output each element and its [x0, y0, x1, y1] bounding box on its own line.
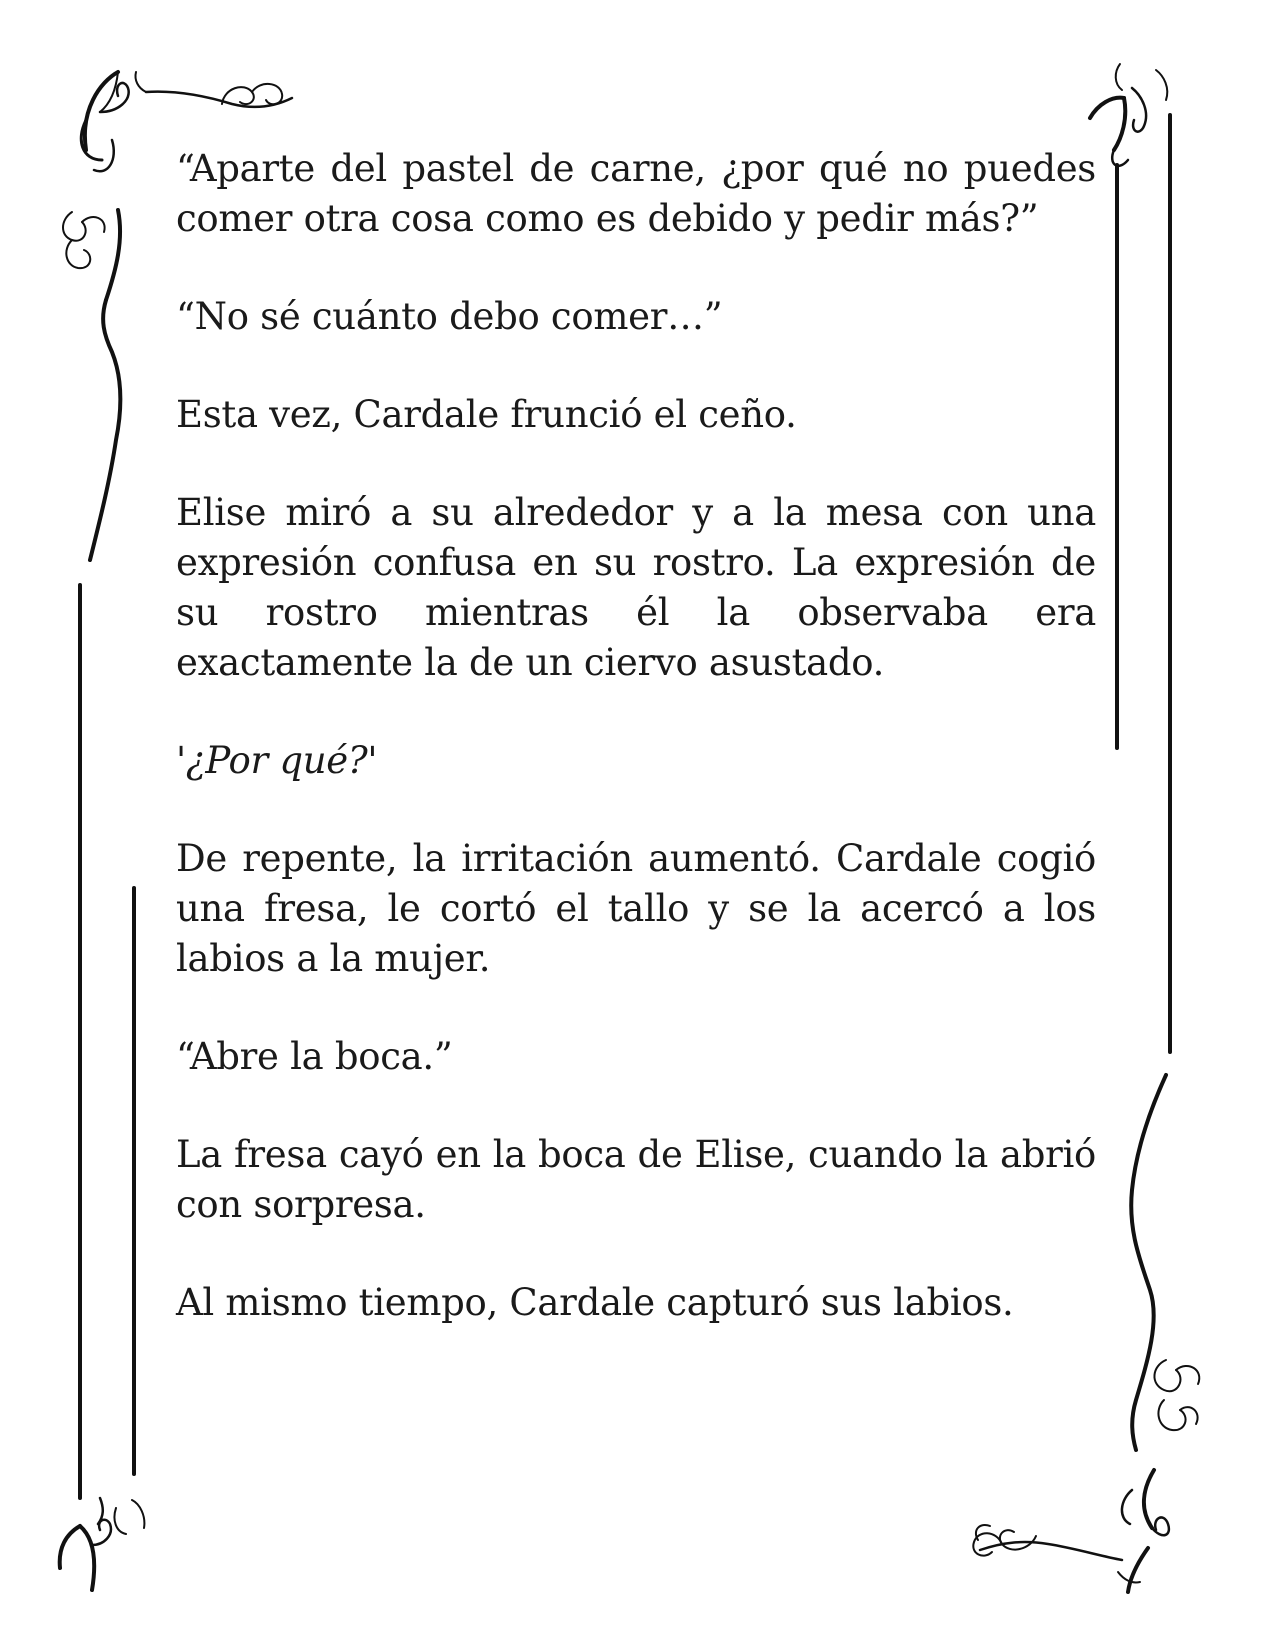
paragraph-4: Elise miró a su alrededor y a la mesa con una expresión confusa en su rostro. La expresión de su rostro mientras él la observaba era exactamente la de un ciervo asustado. [176, 491, 1096, 684]
paragraph-8: La fresa cayó en la boca de Elise, cuando la abrió con sorpresa. [176, 1133, 1096, 1226]
paragraph-2: “No sé cuánto debo comer…” [176, 295, 723, 338]
paragraph-6: De repente, la irritación aumentó. Cardale cogió una fresa, le cortó el tallo y se la acercó a los labios a la mujer. [176, 837, 1096, 980]
bottom-left-flourish-icon [60, 1498, 145, 1590]
page-text [176, 144, 1096, 1376]
paragraph-1: “Aparte del pastel de carne, ¿por qué no puedes comer otra cosa como es debido y pedir más?” [176, 147, 1096, 240]
paragraph-3: Esta vez, Cardale frunció el ceño. [176, 393, 797, 436]
paragraph-5-italic-thought: '¿Por qué?' [176, 739, 378, 782]
paragraph-7: “Abre la boca.” [176, 1035, 453, 1078]
paragraph-9: Al mismo tiempo, Cardale capturó sus labios. [176, 1281, 1014, 1324]
top-right-flourish-icon [1090, 64, 1167, 166]
